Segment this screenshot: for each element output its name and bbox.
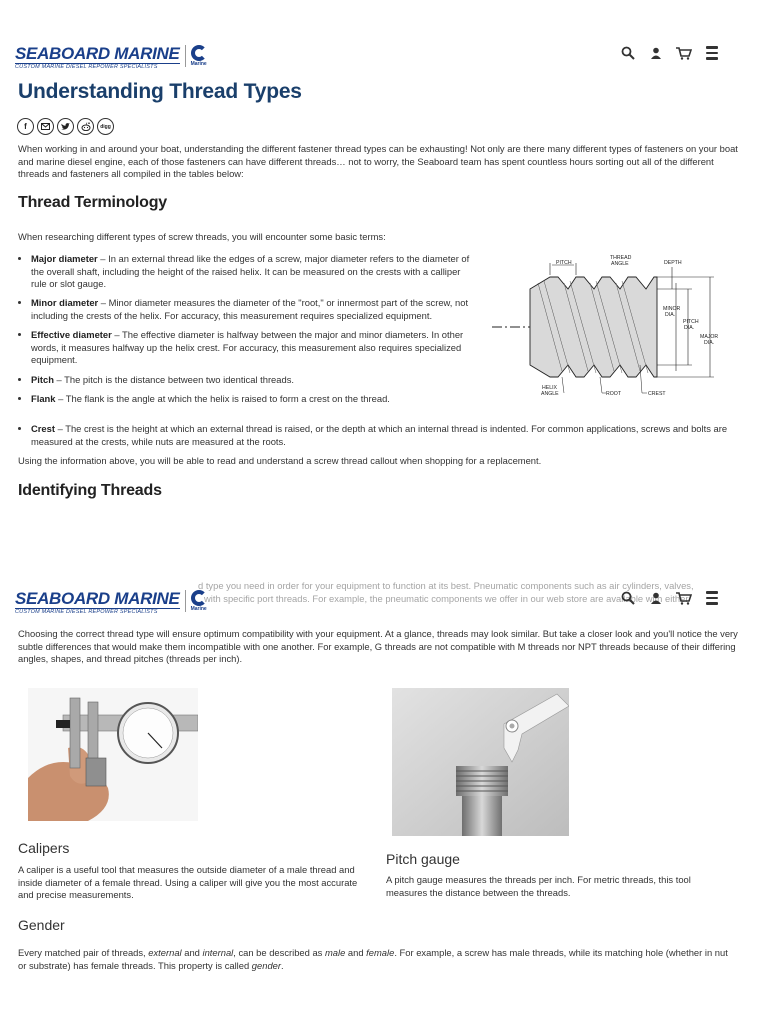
terminology-heading: Thread Terminology (18, 194, 168, 211)
header-actions (618, 43, 722, 63)
svg-text:DEPTH: DEPTH (664, 260, 682, 266)
term-item (31, 297, 473, 322)
terminology-closing: Using the information above, you will be able to read and understand a screw thread callout when shopping for a replacement. (18, 455, 542, 466)
calipers-description: A caliper is a useful tool that measures the outside diameter of a male thread and inside diameter of a female thread. Using a caliper will give you the most accurate and precise measurements. (18, 864, 358, 901)
email-icon[interactable] (37, 118, 54, 135)
pitch-gauge-title: Pitch gauge (386, 851, 460, 867)
term-name: Minor diameter (31, 297, 99, 309)
sticky-header (0, 578, 768, 618)
sticky-cart-icon[interactable] (674, 588, 694, 608)
term-item (31, 329, 473, 367)
page-title: Understanding Thread Types (18, 80, 302, 103)
pitch-gauge-image (392, 688, 569, 836)
svg-text:CREST: CREST (648, 391, 666, 397)
facebook-icon[interactable]: f (17, 118, 34, 135)
svg-text:MINOR: MINOR (663, 306, 681, 312)
pitch-gauge-description: A pitch gauge measures the threads per inch. For metric threads, this tool measures the distance between the threads. (386, 874, 691, 898)
svg-text:ANGLE: ANGLE (541, 391, 559, 397)
terms-list-bottom (18, 423, 738, 455)
sticky-menu-icon[interactable] (702, 588, 722, 608)
sticky-search-icon[interactable] (618, 588, 638, 608)
term-name: Crest (31, 423, 55, 434)
term-description: – The crest is the height at which an external thread is raised, or the depth at which an internal thread is indented. For common applications, screws and bolts are measured at the crests, while nuts are measured at the roots. (31, 423, 728, 447)
share-bar (17, 118, 114, 135)
identifying-paragraph: Choosing the correct thread type will ensure optimum compatibility with your equipment. At a glance, threads may look similar. But take a closer look and you'll notice the very subtle differences that would make them incompatible with one another. For example, G threads are not compatible with M threads nor NPT threads because of their differing angles, shapes, and thread pitches (threads per inch). (18, 628, 738, 665)
term-description: – The effective diameter is halfway between the major and minor diameters. In other words, it measures halfway up the helix crest. For accuracy, this measurement also requires specialized equipment. (31, 329, 464, 366)
gender-heading: Gender (18, 917, 65, 933)
cart-icon[interactable] (674, 43, 694, 63)
label-pitch: PITCH (556, 260, 572, 266)
thread-diagram (492, 253, 728, 403)
intro-paragraph: When working in and around your boat, understanding the different fastener thread types can be exhausting! Not only are there many different types of fasteners on your boat and marine diesel engine, each of those fasteners can have different threads… not to worry, the Seaboard team has spent countless hours sorting out all of the different threads and fasteners all compiled in the tables below: (18, 143, 738, 180)
term-description: – In an external thread like the edges of a screw, major diameter refers to the diameter of the overall shaft, including the height of the raised helix. It can be measured on the crests with a calliper rule or slot gauge. (31, 253, 470, 290)
term-description: – Minor diameter measures the diameter of the "root," or innermost part of the screw, not including the crests of the helix. For accuracy, this measurement requires specialized equipment. (31, 297, 469, 321)
logo-wordmark: SEABOARD MARINE (15, 44, 180, 63)
sticky-account-icon[interactable] (646, 588, 666, 608)
term-name: Effective diameter (31, 329, 112, 341)
menu-icon[interactable] (702, 43, 722, 63)
site-logo[interactable] (15, 45, 207, 71)
term-description: – The flank is the angle at which the helix is raised to form a crest on the thread. (55, 392, 390, 404)
svg-text:HELIX: HELIX (542, 385, 557, 391)
term-item (31, 423, 738, 448)
svg-text:DIA.: DIA. (684, 325, 695, 331)
twitter-icon[interactable] (57, 118, 74, 135)
term-item (31, 374, 473, 387)
reddit-icon[interactable] (77, 118, 94, 135)
gender-paragraph: Every matched pair of threads, external and internal, can be described as male and female. For example, a screw has male threads, while its matching hole (whether in nut or substrate) has female threads. This property is called gender. (18, 947, 728, 971)
svg-text:PITCH: PITCH (683, 319, 699, 325)
term-item (31, 393, 473, 406)
term-name: Major diameter (31, 253, 98, 264)
terms-list-top (18, 253, 473, 412)
search-icon[interactable] (618, 43, 638, 63)
calipers-title: Calipers (18, 840, 70, 856)
partner-logo: Marine (191, 45, 207, 67)
term-name: Flank (31, 392, 56, 404)
account-icon[interactable] (646, 43, 666, 63)
svg-text:DIA.: DIA. (665, 312, 676, 318)
cummins-c-icon (191, 45, 207, 61)
svg-text:THREAD: THREAD (610, 255, 632, 261)
svg-text:ROOT: ROOT (606, 391, 621, 397)
calipers-image (28, 688, 198, 821)
identifying-heading: Identifying Threads (18, 482, 162, 499)
svg-text:ANGLE: ANGLE (611, 261, 629, 267)
term-description: – The pitch is the distance between two identical threads. (53, 373, 294, 385)
logo-divider (185, 45, 186, 67)
term-name: Pitch (31, 373, 54, 385)
term-item (31, 253, 473, 291)
terminology-lead: When researching different types of screw threads, you will encounter some basic terms: (18, 231, 386, 242)
svg-text:DIA.: DIA. (704, 340, 715, 346)
sticky-cummins-c-icon (191, 590, 207, 606)
sticky-site-logo[interactable]: SEABOARD MARINE CUSTOM MARINE DIESEL REPOWER SPECIALISTS Marine (15, 589, 207, 615)
digg-icon[interactable]: digg (97, 118, 114, 135)
logo-tagline: CUSTOM MARINE DIESEL REPOWER SPECIALISTS (15, 63, 180, 71)
svg-text:MAJOR: MAJOR (700, 334, 719, 340)
